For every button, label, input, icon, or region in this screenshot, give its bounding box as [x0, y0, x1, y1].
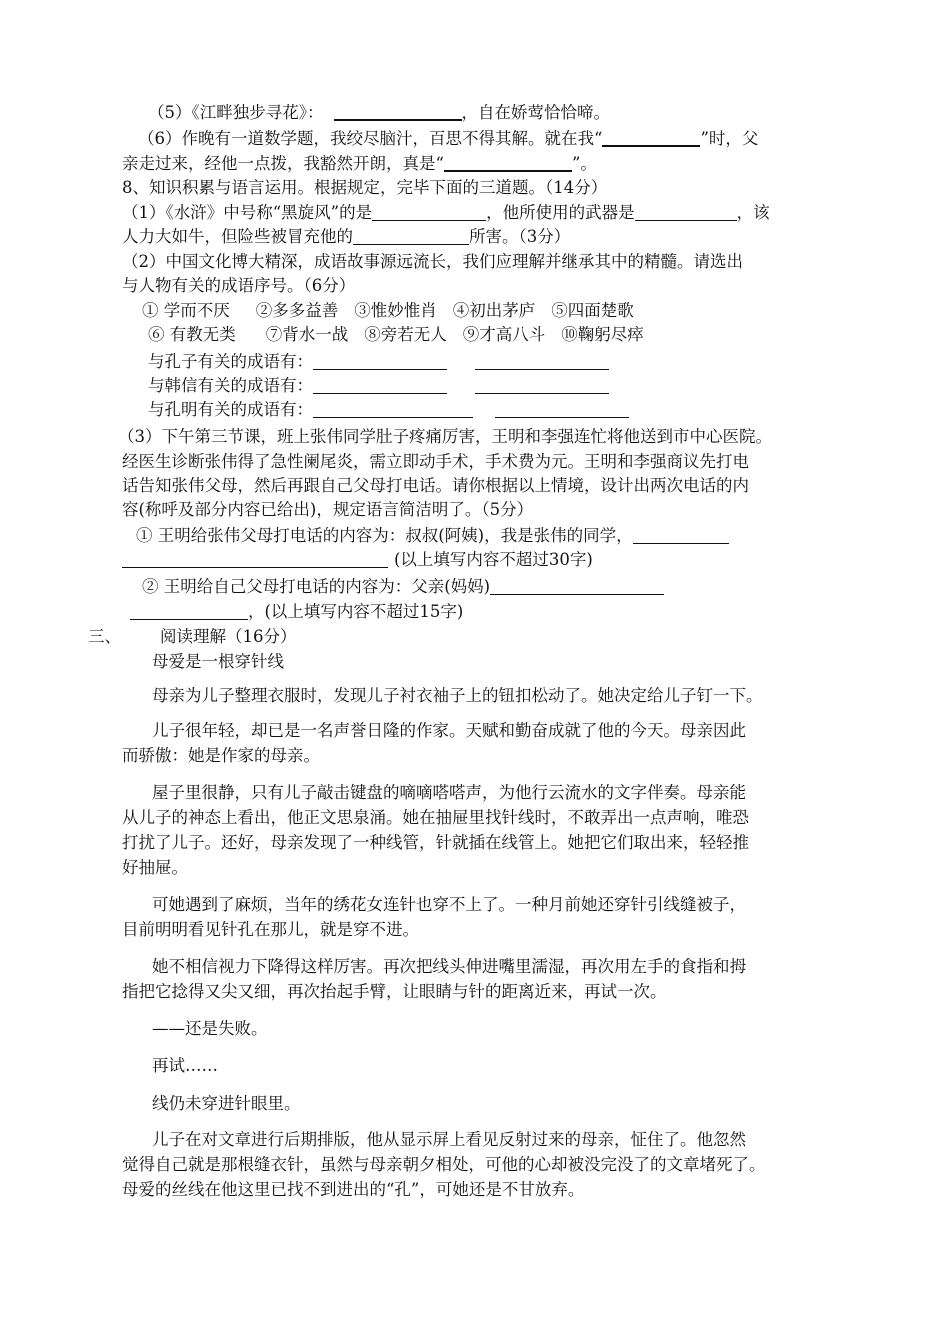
- confucius-label: 与孔子有关的成语有：: [148, 352, 313, 371]
- poem-fill-line: [148, 101, 610, 125]
- idiom-option: ① 学而不厌: [142, 301, 230, 320]
- kongming-label: 与孔明有关的成语有：: [148, 400, 313, 419]
- idiom-option: ⑦背水一战: [265, 325, 349, 344]
- passage-paragraph-4-line-1: 可她遇到了麻烦，当年的绣花女连针也穿不上了。一种月前她还穿针引线缝被子，: [152, 895, 746, 914]
- math-problem-text: （6）作晚有一道数学题，我绞尽脑汁，百思不得其解。就在我“: [138, 129, 603, 148]
- hanxin-blank-1[interactable]: [313, 375, 447, 394]
- call-2-limit: ，(以上填写内容不超过15字): [248, 602, 464, 621]
- q8-part2-line-2: 与人物有关的成语序号。（6分）: [122, 276, 356, 295]
- hanxin-blank-2[interactable]: [475, 375, 609, 394]
- call-2-prompt: ② 王明给自己父母打电话的内容为：父亲(妈妈): [142, 577, 491, 596]
- idiom-option: ⑧旁若无人: [364, 325, 447, 344]
- poem-prompt: （5）《江畔独步寻花》：: [148, 103, 324, 122]
- confucius-answer-line: [148, 350, 609, 374]
- idiom-option: ④初出茅庐: [452, 301, 536, 320]
- passage-paragraph-9-line-2: 觉得自己就是那根缝衣针，虽然与母亲朝夕相处，可他的心却被没完没了的文章堵死了。: [122, 1155, 766, 1174]
- idiom-option: ②多多益善: [255, 301, 339, 320]
- call-2-line-2: [130, 600, 463, 624]
- heixuanfeng-blank[interactable]: [372, 202, 486, 221]
- idiom-option: ⑨才高八斗: [462, 325, 546, 344]
- passage-paragraph-6: ——还是失败。: [152, 1019, 268, 1038]
- call-2-blank-b[interactable]: [130, 601, 248, 620]
- q8-heading: 8、知识积累与语言运用。根据规定，完毕下面的三道题。（14分）: [122, 178, 608, 197]
- call-1-blank-a[interactable]: [633, 525, 729, 544]
- q8-part1-tail: ，该: [736, 203, 770, 222]
- confucius-blank-2[interactable]: [475, 351, 609, 370]
- passage-paragraph-8: 线仍未穿进针眼里。: [152, 1094, 301, 1113]
- passage-paragraph-1: 母亲为儿子整理衣服时，发现儿子衬衣袖子上的钮扣松动了。她决定给儿子钉一下。: [152, 686, 763, 705]
- call-1-line-1: [136, 524, 729, 548]
- passage-paragraph-3-line-4: 好抽屉。: [122, 858, 188, 877]
- passage-paragraph-3-line-1: 屋子里很静，只有儿子敲击键盘的嘀嘀嗒嗒声，为他行云流水的文字伴奏。母亲能: [152, 783, 746, 802]
- impostor-blank[interactable]: [353, 226, 469, 245]
- passage-paragraph-2-line-1: 儿子很年轻，却已是一名声誉日隆的作家。天赋和勤奋成就了他的今天。母亲因此: [152, 721, 746, 740]
- hanxin-answer-line: [148, 374, 609, 398]
- passage-title: 母爱是一根穿针线: [152, 652, 284, 671]
- idiom-options-row-2: [148, 323, 644, 347]
- q8-part1-text-2: 人力大如牛，但险些被冒充他的: [122, 227, 353, 246]
- idiom-option: ③惟妙惟肖: [354, 301, 437, 320]
- passage-paragraph-9-line-1: 儿子在对文章进行后期排版，他从显示屏上看见反射过来的母亲，怔住了。他忽然: [152, 1130, 746, 1149]
- idiom-answer-blank-1[interactable]: [602, 127, 700, 147]
- call-1-limit: (以上填写内容不超过30字): [394, 550, 593, 569]
- section-3-heading: 阅读理解（16分）: [160, 627, 297, 646]
- q8-part1-line-1: [122, 201, 770, 225]
- q8-part1-text: （1）《水浒》中号称“黑旋风”的是: [122, 203, 373, 222]
- call-1-line-2: [122, 548, 593, 572]
- q8-part3-line-1: （3）下午第三节课，班上张伟同学肚子疼痛厉害，王明和李强连忙将他送到市中心医院。: [118, 427, 772, 446]
- idiom-option: ⑩鞠躬尽瘁: [561, 325, 644, 344]
- weapon-blank[interactable]: [635, 202, 737, 221]
- q8-part1-line-2: [122, 225, 570, 249]
- kongming-blank-1[interactable]: [313, 399, 473, 418]
- passage-paragraph-9-line-3: 母爱的丝线在他这里已找不到进出的“孔”，可她还是不甘放弃。: [122, 1180, 585, 1199]
- idiom-option: ⑥ 有教无类: [148, 325, 236, 344]
- q8-part3-line-3: 话告知张伟父母，然后再跟自己父母打电话。请你根据以上情境，设计出两次电话的内: [122, 476, 749, 495]
- math-problem-line-1: [138, 127, 758, 151]
- section-3-number: 三、: [88, 627, 121, 646]
- passage-paragraph-2-line-2: 而骄傲：她是作家的母亲。: [122, 746, 320, 765]
- idiom-option: ⑤四面楚歌: [551, 301, 634, 320]
- math-problem-line-2: [122, 152, 597, 176]
- confucius-blank-1[interactable]: [313, 351, 447, 370]
- poem-answer-blank[interactable]: [334, 101, 462, 121]
- passage-paragraph-7: 再试……: [152, 1056, 218, 1075]
- poem-continuation: ，自在娇莺恰恰啼。: [461, 103, 610, 122]
- q8-part2-line-1: （2）中国文化博大精深，成语故事源远流长，我们应理解并继承其中的精髓。请选出: [122, 252, 743, 271]
- math-problem-close: ”。: [571, 154, 597, 173]
- idiom-options-row-1: [142, 299, 634, 323]
- q8-part3-line-2: 经医生诊断张伟得了急性阑尾炎，需立即动手术，手术费为元。王明和李强商议先打电: [122, 452, 749, 471]
- kongming-blank-2[interactable]: [495, 399, 629, 418]
- math-problem-text-2: 亲走过来，经他一点拨，我豁然开朗，真是“: [122, 154, 444, 173]
- passage-paragraph-4-line-2: 目前明明看见针孔在那儿，就是穿不进。: [122, 920, 419, 939]
- q8-part1-score: 所害。（3分）: [469, 227, 571, 246]
- q8-part1-weapon: ，他所使用的武器是: [486, 203, 635, 222]
- q8-part3-line-4: 容(称呼及部分内容已给出)，规定语言简洁明了。（5分）: [122, 500, 534, 519]
- passage-paragraph-3-line-3: 打扰了儿子。还好，母亲发现了一种线管，针就插在线管上。她把它们取出来，轻轻推: [122, 833, 749, 852]
- idiom-answer-blank-2[interactable]: [444, 152, 572, 172]
- passage-paragraph-5-line-2: 指把它捻得又尖又细，再次抬起手臂，让眼睛与针的距离近来，再试一次。: [122, 982, 667, 1001]
- call-1-prompt: ① 王明给张伟父母打电话的内容为：叔叔(阿姨)，我是张伟的同学，: [136, 526, 633, 545]
- hanxin-label: 与韩信有关的成语有：: [148, 376, 313, 395]
- call-1-blank-b[interactable]: [122, 549, 388, 568]
- call-2-blank-a[interactable]: [490, 576, 664, 595]
- math-problem-text-tail: ”时，父: [700, 129, 759, 148]
- kongming-answer-line: [148, 398, 629, 422]
- passage-paragraph-5-line-1: 她不相信视力下降得这样厉害。再次把线头伸进嘴里濡湿，再次用左手的食指和拇: [152, 957, 746, 976]
- passage-paragraph-3-line-2: 从儿子的神态上看出，他正文思泉涌。她在抽屉里找针线时，不敢弄出一点声响，唯恐: [122, 808, 749, 827]
- call-2-line-1: [142, 575, 664, 599]
